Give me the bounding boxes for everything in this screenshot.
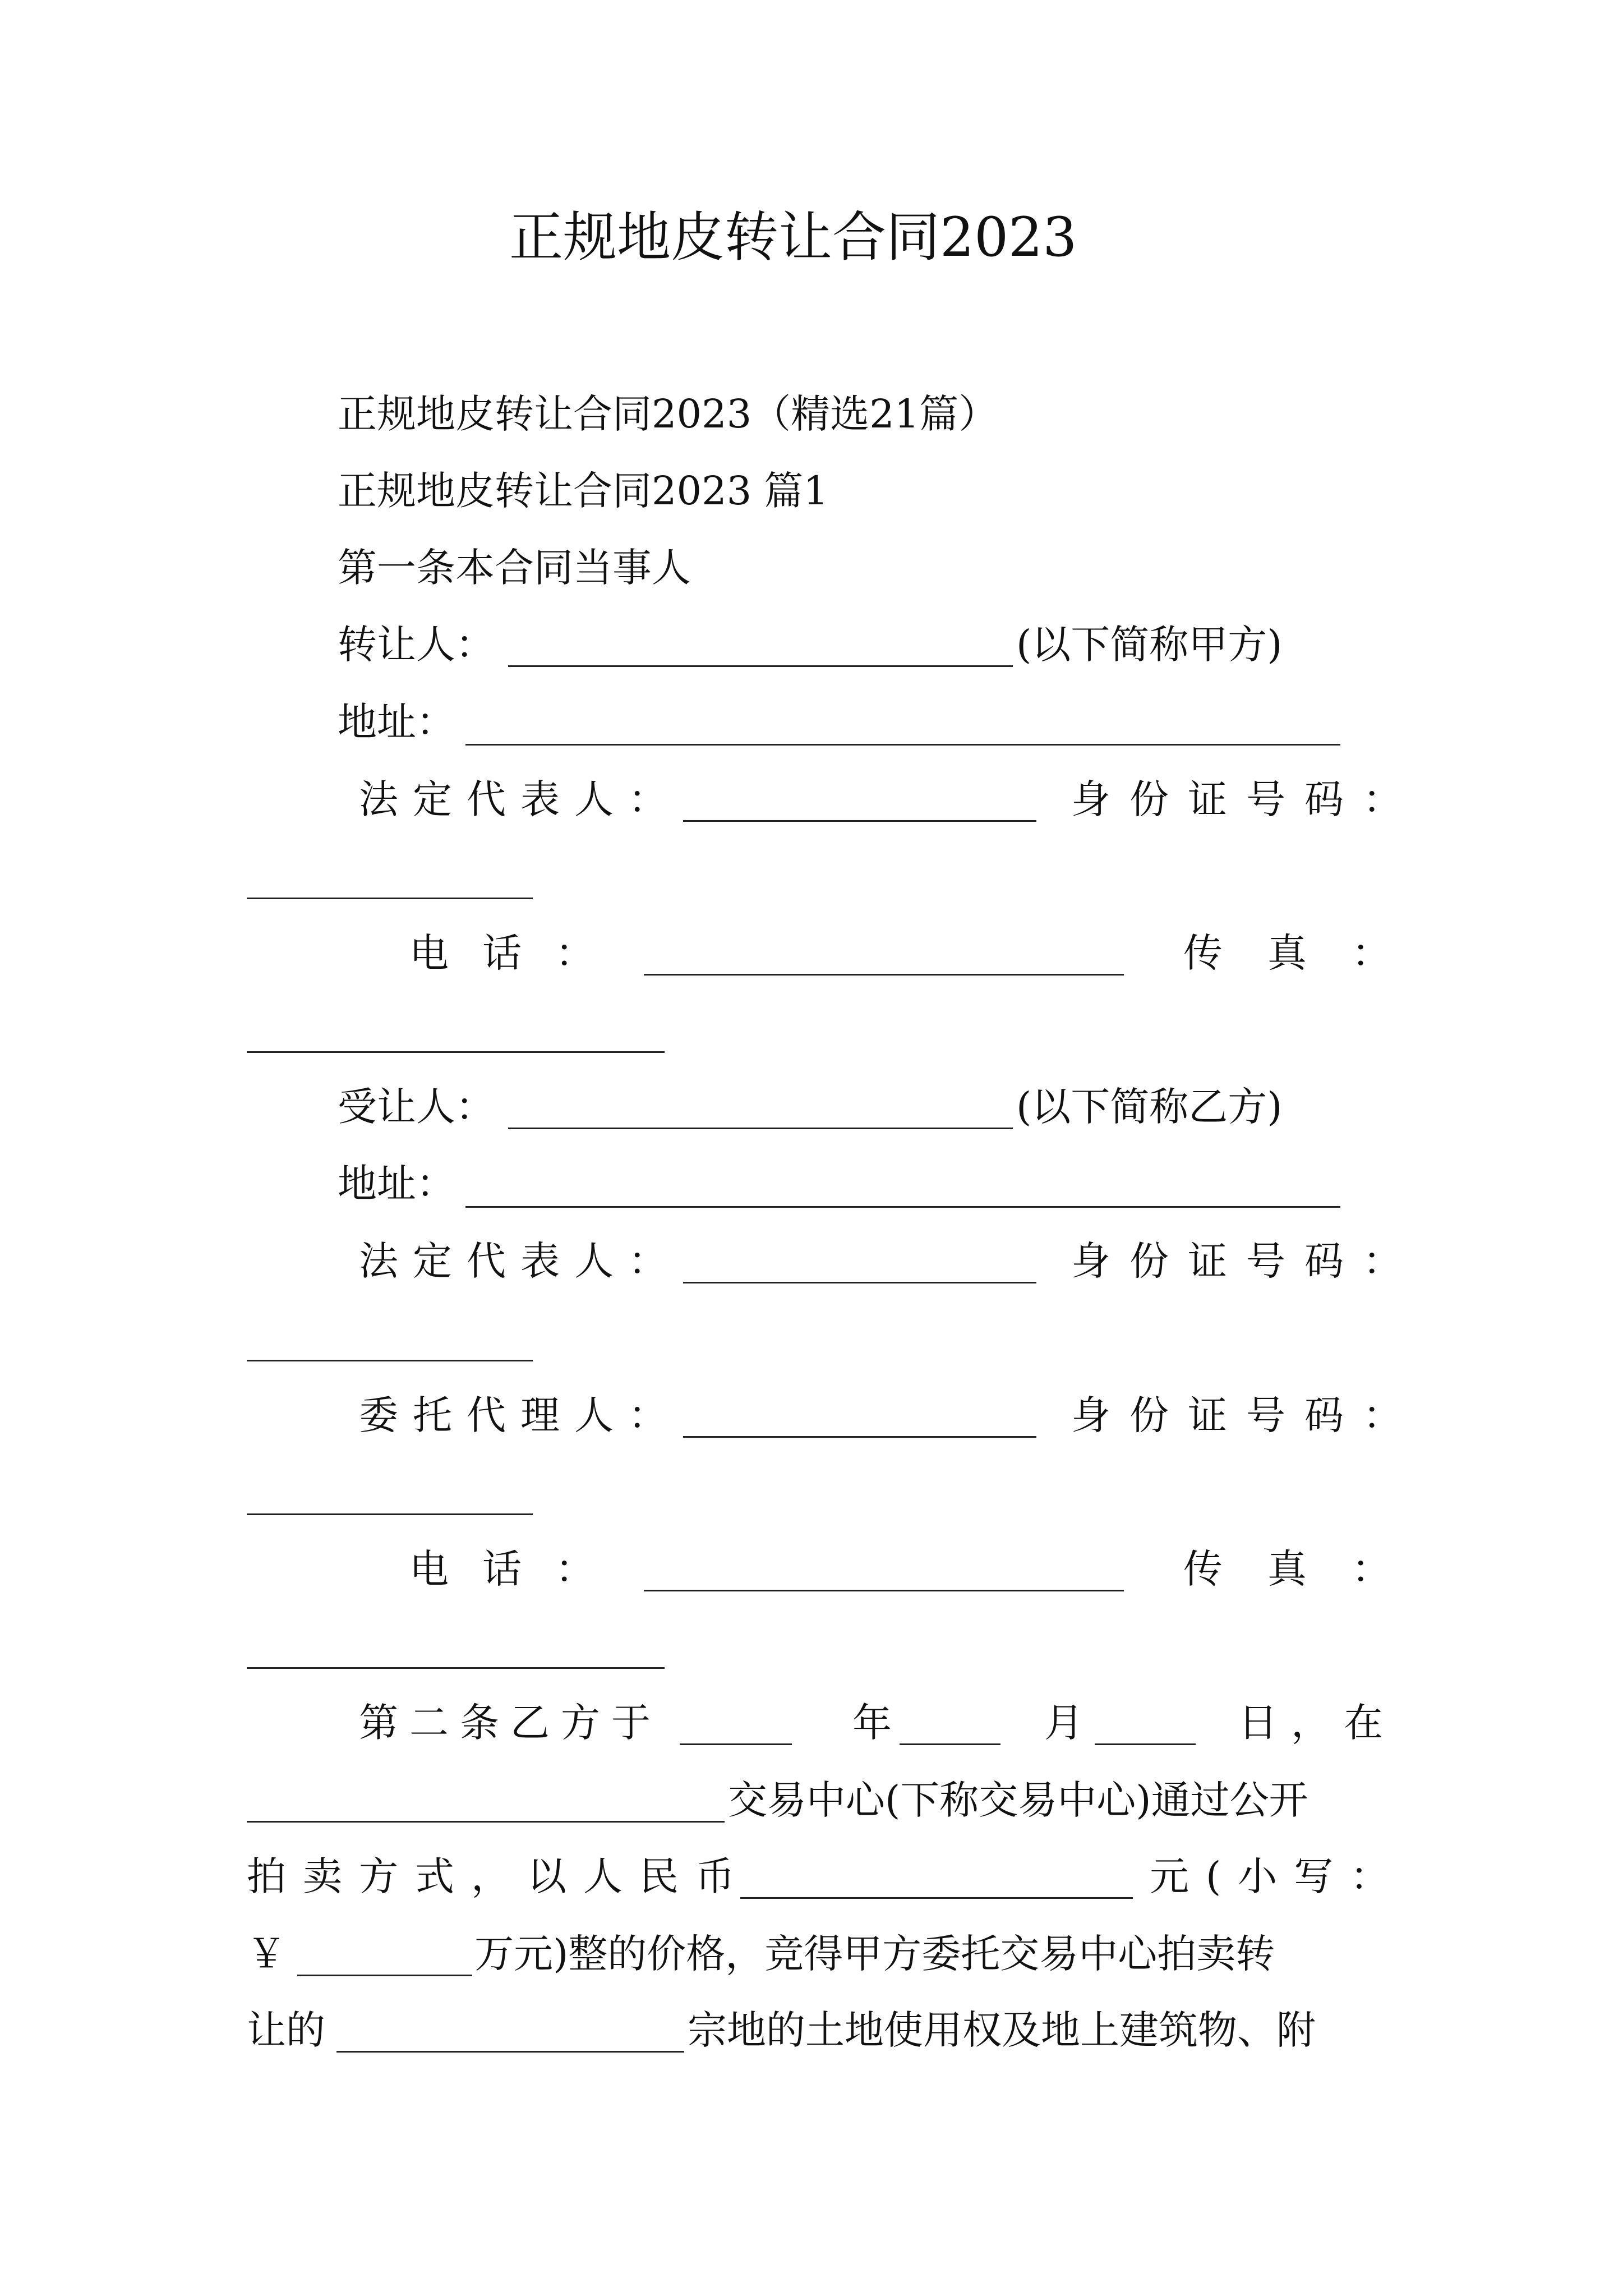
party-b-agent-id-label: 身份证号码：: [1071, 1392, 1421, 1438]
article-1-heading: 第一条本合同当事人: [338, 545, 691, 591]
party-a-address-blank[interactable]: [465, 744, 1340, 746]
party-b-id-blank[interactable]: [247, 1360, 533, 1361]
party-b-phone-label: 电话：: [409, 1546, 628, 1592]
article-2-day-blank[interactable]: [1095, 1743, 1196, 1745]
party-b-phone-blank[interactable]: [644, 1590, 1124, 1591]
article-2-line-2: 交易中心(下称交易中心)通过公开: [728, 1777, 1308, 1823]
party-a-address-label: 地址：: [338, 699, 455, 745]
article-2-line-3-end: 元(小写：: [1150, 1853, 1407, 1899]
article-2-line-3-start: 拍卖方式，以人民币: [247, 1853, 751, 1899]
article-2-line-4: 万元)整的价格，竞得甲方委托交易中心拍卖转: [474, 1931, 1275, 1977]
transferee-suffix: (以下简称乙方): [1016, 1084, 1283, 1130]
party-a-phone-blank[interactable]: [644, 974, 1124, 976]
party-b-fax-blank[interactable]: [247, 1667, 665, 1669]
party-b-rep-blank[interactable]: [683, 1282, 1036, 1283]
party-a-fax-label: 传真：: [1183, 930, 1436, 976]
document-subtitle: 正规地皮转让合同2023（精选21篇）: [338, 391, 998, 437]
transferor-label: 转让人：: [338, 622, 495, 668]
article-2-small-amount-blank[interactable]: [297, 1975, 472, 1976]
article-2-amount-blank[interactable]: [740, 1897, 1133, 1899]
party-a-phone-label: 电话：: [409, 930, 628, 976]
article-2-line-1-start: 第二条乙方于: [359, 1700, 662, 1746]
party-a-id-blank[interactable]: [247, 898, 533, 899]
article-2-year: 年: [852, 1700, 892, 1746]
party-a-fax-blank[interactable]: [247, 1051, 665, 1053]
party-b-agent-blank[interactable]: [683, 1436, 1036, 1438]
party-a-rep-blank[interactable]: [683, 820, 1036, 822]
article-2-parcel-blank[interactable]: [336, 2051, 684, 2053]
article-2-day: 日，在: [1238, 1700, 1396, 1746]
party-a-rep-label: 法定代表人：: [359, 776, 682, 822]
party-b-rep-label: 法定代表人：: [359, 1238, 682, 1284]
party-b-agent-id-blank[interactable]: [247, 1513, 533, 1515]
transferee-blank[interactable]: [508, 1128, 1013, 1129]
party-b-address-label: 地址：: [338, 1161, 455, 1207]
party-b-address-blank[interactable]: [465, 1206, 1340, 1208]
article-2-yen-sign: ￥: [247, 1931, 286, 1977]
article-2-year-blank[interactable]: [680, 1743, 792, 1745]
article-2-line-5-end: 宗地的土地使用权及地上建筑物、附: [688, 2007, 1316, 2053]
transferor-suffix: (以下简称甲方): [1016, 622, 1283, 668]
article-2-center-blank[interactable]: [247, 1821, 725, 1823]
transferor-blank[interactable]: [508, 665, 1013, 667]
section-heading: 正规地皮转让合同2023 篇1: [338, 468, 828, 514]
article-2-line-5-start: 让的: [247, 2007, 325, 2053]
page-title: 正规地皮转让合同2023: [509, 206, 1077, 269]
party-b-fax-label: 传真：: [1183, 1546, 1436, 1592]
party-a-id-label: 身份证号码：: [1071, 776, 1421, 822]
party-b-agent-label: 委托代理人：: [359, 1392, 682, 1438]
article-2-month: 月: [1044, 1700, 1083, 1746]
transferee-label: 受让人：: [338, 1084, 495, 1130]
party-b-id-label: 身份证号码：: [1071, 1238, 1421, 1284]
article-2-month-blank[interactable]: [900, 1743, 1000, 1745]
